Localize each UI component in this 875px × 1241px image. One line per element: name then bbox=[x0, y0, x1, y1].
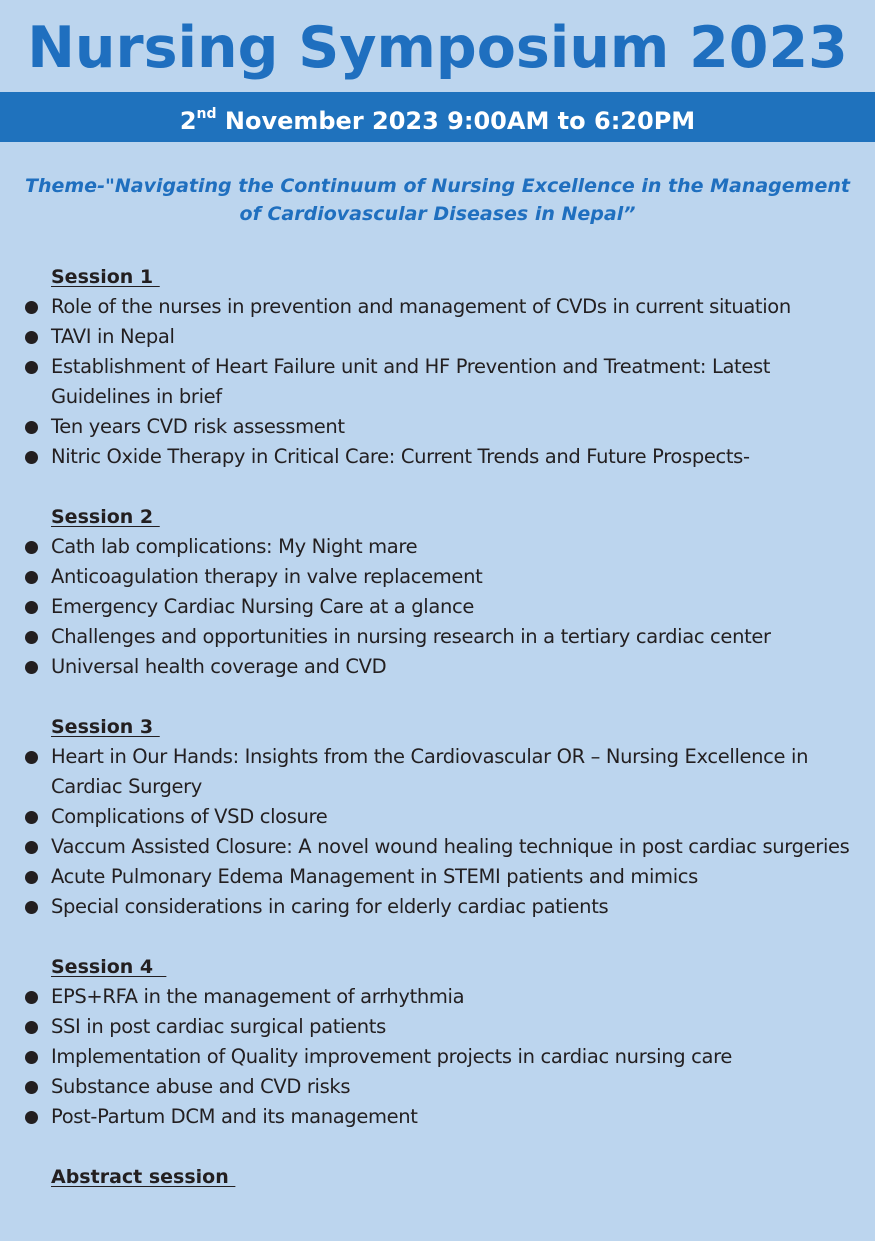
list-item-text: SSI in post cardiac surgical patients bbox=[51, 1015, 386, 1038]
bullet-icon bbox=[25, 451, 38, 464]
bullet-icon bbox=[25, 301, 38, 314]
list-item bbox=[0, 412, 875, 442]
session-2 bbox=[0, 502, 875, 682]
list-item-text: Emergency Cardiac Nursing Care at a glance bbox=[51, 595, 474, 618]
list-item-text: Acute Pulmonary Edema Management in STEMI patients and mimics bbox=[51, 865, 698, 888]
bullet-icon bbox=[25, 631, 38, 644]
list-item-text: EPS+RFA in the management of arrhythmia bbox=[51, 985, 465, 1008]
list-item bbox=[0, 622, 875, 652]
bullet-icon bbox=[25, 421, 38, 434]
theme-text: Theme-"Navigating the Continuum of Nursing Excellence in the Management of Cardiovascular Diseases in Nepal” bbox=[25, 175, 850, 225]
list-item bbox=[0, 1042, 875, 1072]
bullet-icon bbox=[25, 571, 38, 584]
session-item-list bbox=[0, 532, 875, 682]
list-item-text: TAVI in Nepal bbox=[51, 325, 175, 348]
bullet-icon bbox=[25, 361, 38, 374]
bullet-icon bbox=[25, 1081, 38, 1094]
list-item bbox=[0, 562, 875, 592]
list-item bbox=[0, 442, 875, 472]
list-item-text: Nitric Oxide Therapy in Critical Care: Current Trends and Future Prospects- bbox=[51, 445, 750, 468]
list-item-text: Role of the nurses in prevention and management of CVDs in current situation bbox=[51, 295, 791, 318]
list-item-text: Cath lab complications: My Night mare bbox=[51, 535, 418, 558]
list-item-text: Universal health coverage and CVD bbox=[51, 655, 387, 678]
date-banner bbox=[0, 92, 875, 142]
list-item bbox=[0, 862, 875, 892]
bullet-icon bbox=[25, 811, 38, 824]
list-item bbox=[0, 742, 875, 802]
list-item bbox=[0, 1012, 875, 1042]
list-item bbox=[0, 592, 875, 622]
abstract-session bbox=[0, 1162, 875, 1192]
list-item bbox=[0, 802, 875, 832]
bullet-icon bbox=[25, 661, 38, 674]
list-item-text: Ten years CVD risk assessment bbox=[51, 415, 345, 438]
bullet-icon bbox=[25, 1051, 38, 1064]
session-item-list bbox=[0, 982, 875, 1132]
list-item-text: Complications of VSD closure bbox=[51, 805, 328, 828]
list-item-text: Post-Partum DCM and its management bbox=[51, 1105, 418, 1128]
bullet-icon bbox=[25, 601, 38, 614]
session-title: Session 1 bbox=[51, 266, 160, 288]
bullet-icon bbox=[25, 541, 38, 554]
list-item bbox=[0, 352, 875, 412]
page-title: Nursing Symposium 2023 bbox=[27, 15, 848, 81]
sessions-container bbox=[0, 262, 875, 1192]
session-4 bbox=[0, 952, 875, 1132]
bullet-icon bbox=[25, 841, 38, 854]
session-title: Abstract session bbox=[51, 1166, 236, 1188]
list-item-text: Implementation of Quality improvement projects in cardiac nursing care bbox=[51, 1045, 732, 1068]
list-item bbox=[0, 892, 875, 922]
date-day: 2 bbox=[179, 107, 197, 135]
list-item-text: Challenges and opportunities in nursing research in a tertiary cardiac center bbox=[51, 625, 771, 648]
session-1 bbox=[0, 262, 875, 472]
list-item-text: Establishment of Heart Failure unit and HF Prevention and Treatment: Latest Guidelines in brief bbox=[51, 355, 771, 408]
bullet-icon bbox=[25, 991, 38, 1004]
date-suffix: nd bbox=[196, 106, 217, 122]
list-item-text: Anticoagulation therapy in valve replacement bbox=[51, 565, 483, 588]
bullet-icon bbox=[25, 901, 38, 914]
list-item bbox=[0, 1072, 875, 1102]
list-item bbox=[0, 292, 875, 322]
bullet-icon bbox=[25, 331, 38, 344]
session-3 bbox=[0, 712, 875, 922]
bullet-icon bbox=[25, 1111, 38, 1124]
date-rest: November 2023 9:00AM to 6:20PM bbox=[216, 107, 696, 135]
list-item bbox=[0, 652, 875, 682]
list-item-text: Substance abuse and CVD risks bbox=[51, 1075, 351, 1098]
list-item bbox=[0, 1102, 875, 1132]
list-item-text: Vaccum Assisted Closure: A novel wound healing technique in post cardiac surgeries bbox=[51, 835, 850, 858]
bullet-icon bbox=[25, 751, 38, 764]
list-item bbox=[0, 322, 875, 352]
session-title: Session 2 bbox=[51, 506, 160, 528]
session-title: Session 4 bbox=[51, 956, 167, 978]
bullet-icon bbox=[25, 1021, 38, 1034]
session-title: Session 3 bbox=[51, 716, 160, 738]
list-item bbox=[0, 532, 875, 562]
list-item bbox=[0, 982, 875, 1012]
session-item-list bbox=[0, 292, 875, 472]
list-item bbox=[0, 832, 875, 862]
session-item-list bbox=[0, 742, 875, 922]
bullet-icon bbox=[25, 871, 38, 884]
list-item-text: Special considerations in caring for elderly cardiac patients bbox=[51, 895, 609, 918]
list-item-text: Heart in Our Hands: Insights from the Cardiovascular OR – Nursing Excellence in Cardiac Surgery bbox=[51, 745, 809, 798]
